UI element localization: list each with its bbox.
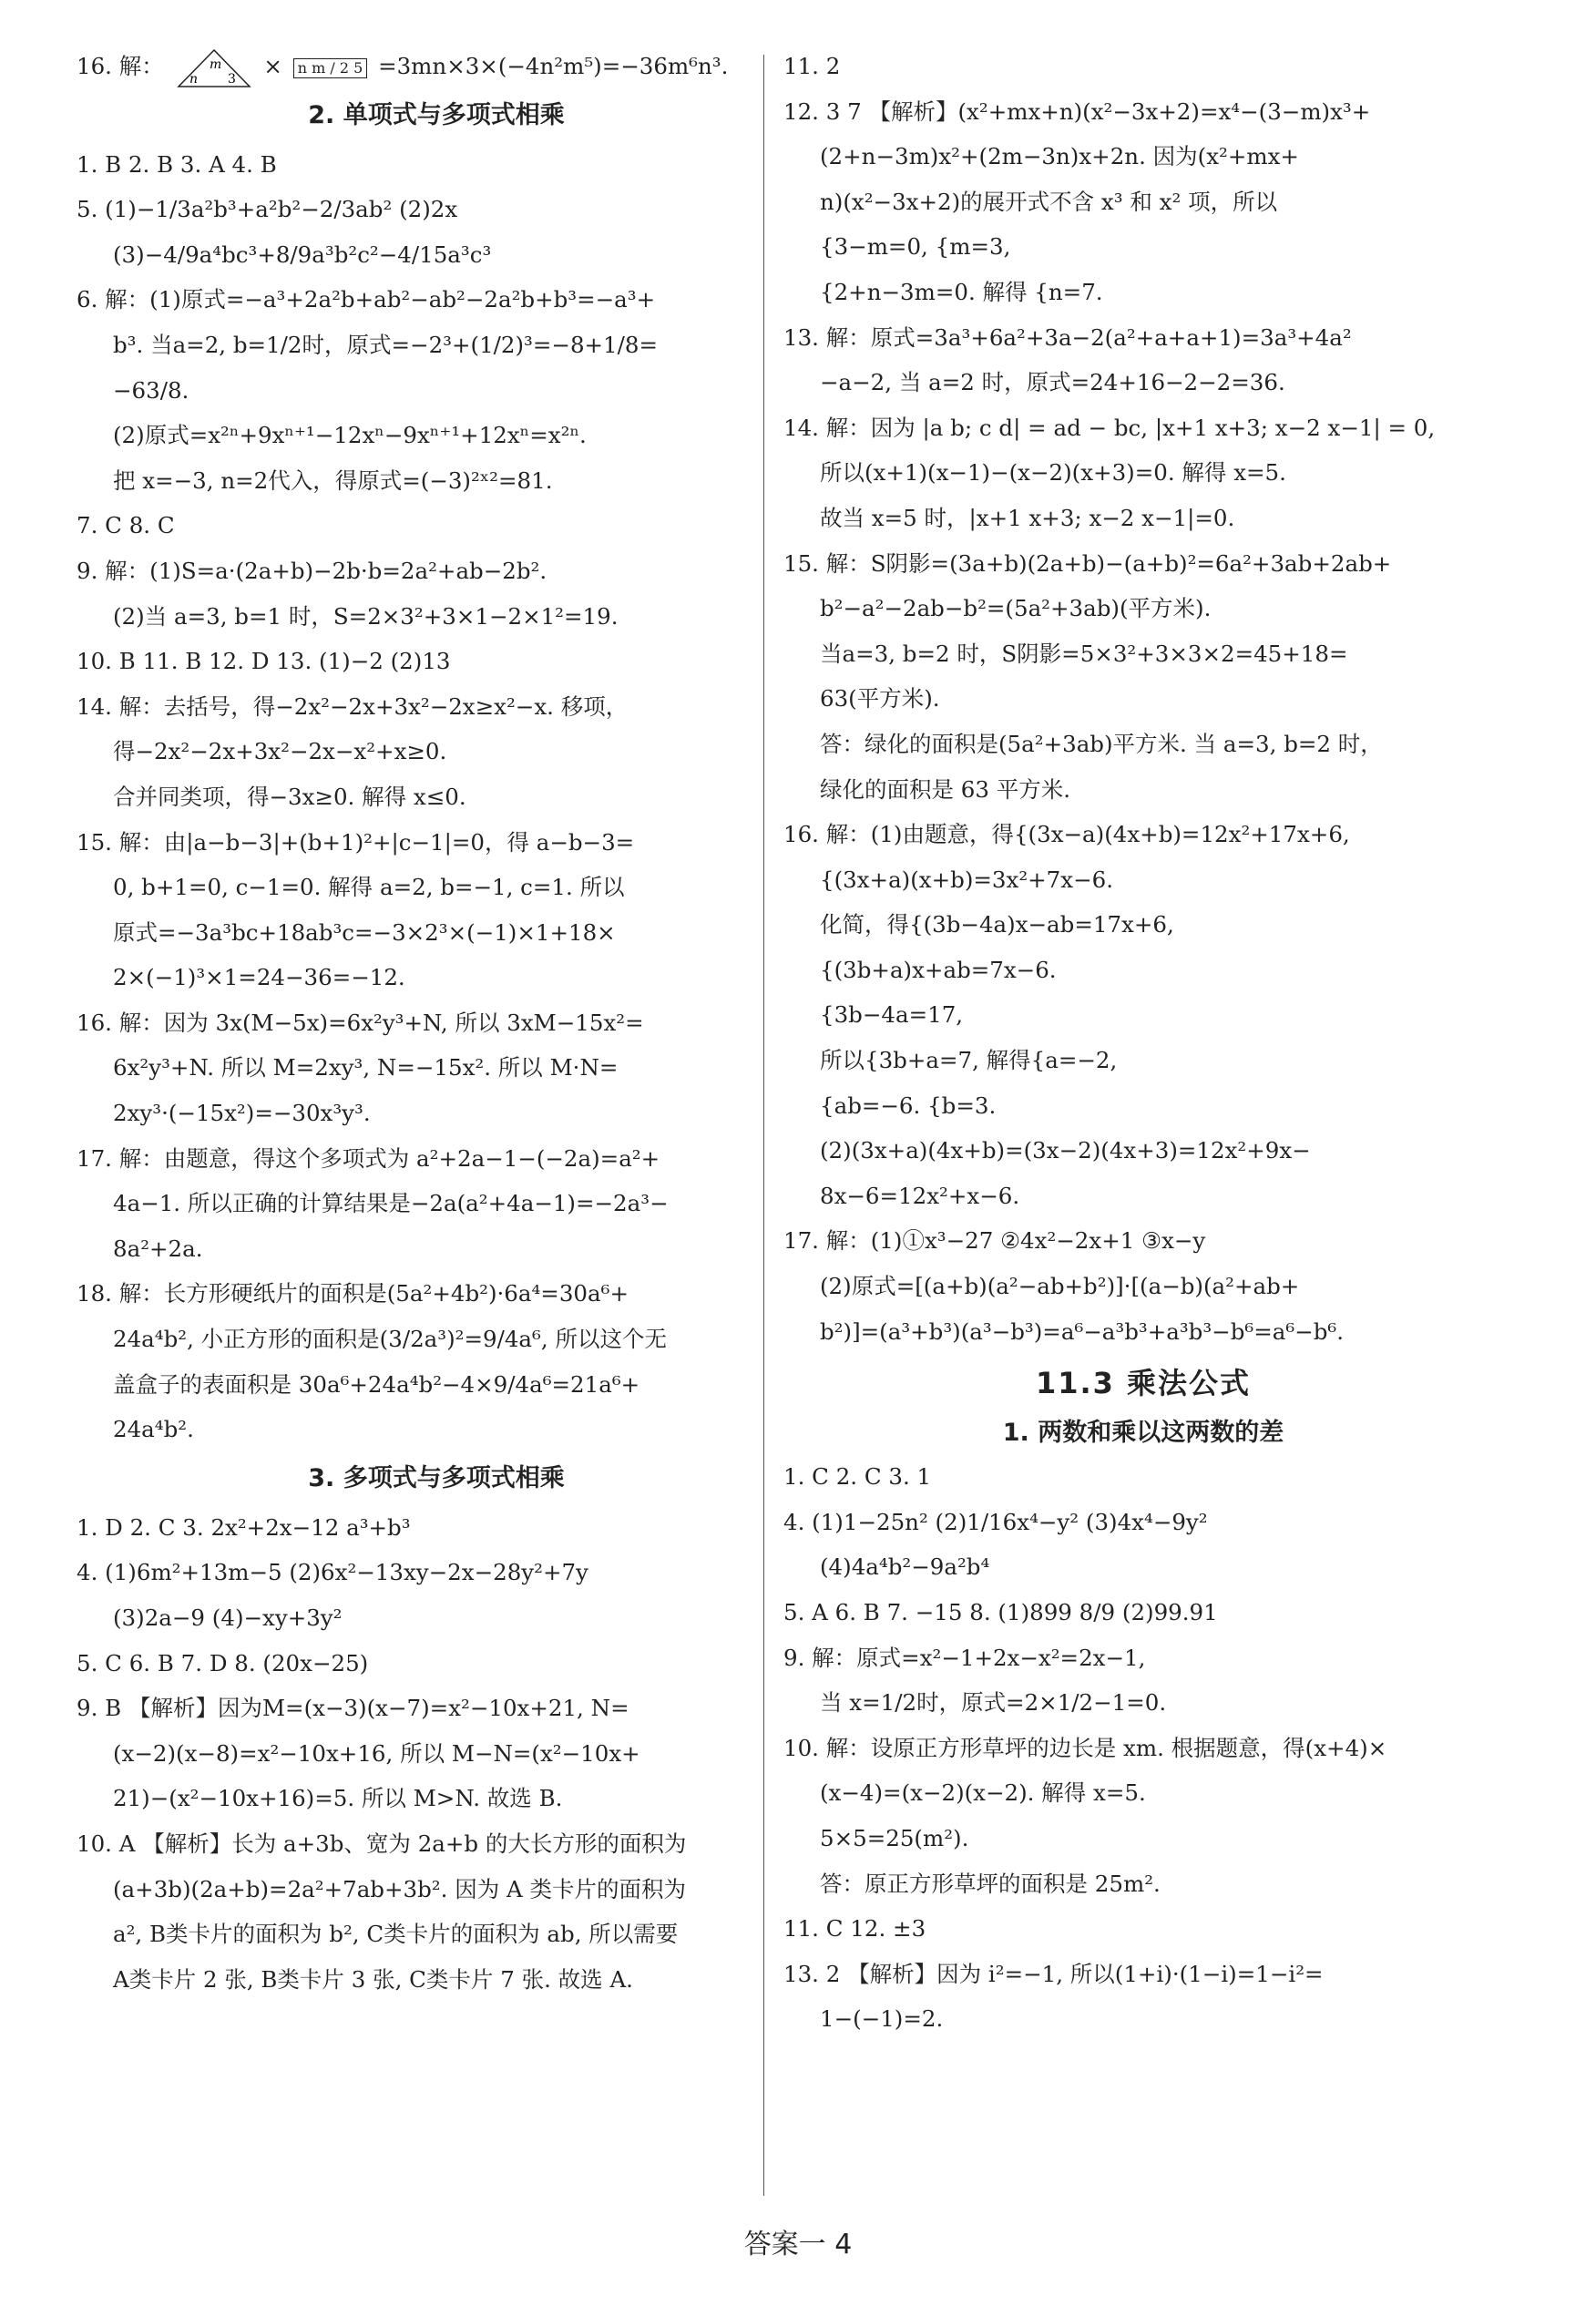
- answer-line: {3−m=0, {m=3,: [820, 233, 1011, 261]
- answer-line: 11. 2: [783, 53, 841, 79]
- answer-line: (2)(3x+a)(4x+b)=(3x−2)(4x+3)=12x²+9x−: [820, 1137, 1311, 1164]
- answer-line: (2)当 a=3, b=1 时，S=2×3²+3×1−2×1²=19.: [113, 602, 619, 630]
- answer-line: 5. A 6. B 7. −15 8. (1)899 8/9 (2)99.91: [783, 1599, 1218, 1625]
- q16-times: ×: [263, 53, 282, 79]
- answer-line: b²)]=(a³+b³)(a³−b³)=a⁶−a³b³+a³b³−b⁶=a⁶−b⁶.: [820, 1317, 1344, 1345]
- answer-line: 17. 解：由题意，得这个多项式为 a²+2a−1−(−2a)=a²+: [77, 1144, 660, 1172]
- answer-line: A类卡片 2 张, B类卡片 3 张, C类卡片 7 张. 故选 A.: [113, 1965, 633, 1993]
- answer-line: 化简，得{(3b−4a)x−ab=17x+6,: [820, 911, 1174, 938]
- q16-rest: =3mn×3×(−4n²m⁵)=−36m⁶n³.: [378, 53, 729, 79]
- answer-line: (2)原式=[(a+b)(a²−ab+b²)]·[(a−b)(a²+ab+: [820, 1273, 1300, 1300]
- answer-line: 14. 解：因为 |a b; c d| = ad − bc, |x+1 x+3; x−2 x−1| = 0,: [783, 414, 1436, 441]
- answer-line: 63(平方米).: [820, 685, 940, 713]
- answer-line: 16. 解：(1)由题意，得{(3x−a)(4x+b)=12x²+17x+6,: [783, 821, 1350, 848]
- answer-line: 9. B 【解析】因为M=(x−3)(x−7)=x²−10x+21, N=: [77, 1695, 629, 1722]
- answer-line: 4. (1)1−25n² (2)1/16x⁴−y² (3)4x⁴−9y²: [783, 1508, 1208, 1535]
- answer-16-triangle-line: [77, 44, 796, 89]
- answer-line: −a−2, 当 a=2 时，原式=24+16−2−2=36.: [820, 369, 1285, 396]
- answer-line: 答：原正方形草坪的面积是 25m².: [820, 1870, 1161, 1897]
- answer-line: 11. C 12. ±3: [783, 1915, 926, 1943]
- page-footer: 答案一 4: [743, 2229, 853, 2261]
- answer-line: −63/8.: [113, 376, 189, 404]
- answer-line: {(3x+a)(x+b)=3x²+7x−6.: [820, 866, 1113, 893]
- section-3-title: 3. 多项式与多项式相乘: [308, 1463, 565, 1492]
- answer-line: 所以(x+1)(x−1)−(x−2)(x+3)=0. 解得 x=5.: [820, 459, 1286, 487]
- answer-line: 得−2x²−2x+3x²−2x−x²+x≥0.: [113, 738, 447, 765]
- answer-line: {ab=−6. {b=3.: [820, 1092, 997, 1119]
- triangle-figure: [177, 48, 251, 88]
- answer-line: 8x−6=12x²+x−6.: [820, 1182, 1020, 1209]
- answer-line: 24a⁴b², 小正方形的面积是(3/2a³)²=9/4a⁶, 所以这个无: [113, 1326, 667, 1353]
- answer-line: 把 x=−3, n=2代入，得原式=(−3)²ˣ²=81.: [113, 466, 553, 494]
- right-answers-a: [783, 44, 1503, 1354]
- section-11-3-title: 11.3 乘法公式: [1035, 1366, 1252, 1401]
- answer-line: 10. A 【解析】长为 a+3b、宽为 2a+b 的大长方形的面积为: [77, 1830, 687, 1857]
- answer-line: 5×5=25(m²).: [820, 1824, 969, 1851]
- q16-prefix: 16. 解：: [77, 53, 164, 79]
- section-2-title: 2. 单项式与多项式相乘: [308, 100, 565, 129]
- answer-line: 盖盒子的表面积是 30a⁶+24a⁴b²−4×9/4a⁶=21a⁶+: [113, 1370, 640, 1398]
- answer-line: 所以{3b+a=7, 解得{a=−2,: [820, 1047, 1118, 1074]
- answer-line: 当a=3, b=2 时，S阴影=5×3²+3×3×2=45+18=: [820, 640, 1348, 667]
- answer-line: 1. C 2. C 3. 1: [783, 1463, 932, 1491]
- tri-left: n: [189, 71, 198, 87]
- answer-line: 9. 解：原式=x²−1+2x−x²=2x−1,: [783, 1644, 1146, 1671]
- answer-line: (4)4a⁴b²−9a²b⁴: [820, 1553, 990, 1581]
- answer-line: (x−4)=(x−2)(x−2). 解得 x=5.: [820, 1779, 1146, 1807]
- answer-line: a², B类卡片的面积为 b², C类卡片的面积为 ab, 所以需要: [113, 1921, 679, 1948]
- left-column: [77, 44, 796, 2002]
- answer-line: 合并同类项，得−3x≥0. 解得 x≤0.: [113, 783, 466, 810]
- answer-line: (a+3b)(2a+b)=2a²+7ab+3b². 因为 A 类卡片的面积为: [113, 1875, 686, 1902]
- answer-line: n)(x²−3x+2)的展开式不含 x³ 和 x² 项，所以: [820, 188, 1278, 215]
- answer-line: 16. 解：因为 3x(M−5x)=6x²y³+N, 所以 3xM−15x²=: [77, 1009, 644, 1036]
- answer-line: 7. C 8. C: [77, 512, 175, 539]
- q16-box: n m / 2 5: [293, 58, 368, 78]
- answer-line: 1−(−1)=2.: [820, 2005, 944, 2033]
- answer-line: 4a−1. 所以正确的计算结果是−2a(a²+4a−1)=−2a³−: [113, 1190, 669, 1217]
- answer-line: 24a⁴b².: [113, 1416, 194, 1443]
- answer-line: 9. 解：(1)S=a·(2a+b)−2b·b=2a²+ab−2b².: [77, 557, 547, 584]
- answer-line: 绿化的面积是 63 平方米.: [820, 775, 1071, 803]
- answer-line: 答：绿化的面积是(5a²+3ab)平方米. 当 a=3, b=2 时，: [820, 730, 1383, 757]
- answer-line: 当 x=1/2时，原式=2×1/2−1=0.: [820, 1689, 1167, 1717]
- answer-line: b³. 当a=2, b=1/2时，原式=−2³+(1/2)³=−8+1/8=: [113, 331, 659, 358]
- answer-line: 1. B 2. B 3. A 4. B: [77, 150, 277, 178]
- answer-line: (3)−4/9a⁴bc³+8/9a³b²c²−4/15a³c³: [113, 241, 492, 268]
- answer-line: 6. 解：(1)原式=−a³+2a²b+ab²−ab²−2a²b+b³=−a³+: [77, 286, 656, 313]
- left-answers-a: [77, 142, 796, 1452]
- answer-line: 17. 解：(1)①x³−27 ②4x²−2x+1 ③x−y: [783, 1227, 1206, 1255]
- tri-right: 3: [227, 71, 236, 87]
- answer-line: 14. 解：去括号，得−2x²−2x+3x²−2x≥x²−x. 移项，: [77, 692, 629, 720]
- section-11-3-subtitle: 1. 两数和乘以这两数的差: [1002, 1419, 1284, 1448]
- answer-line: 21)−(x²−10x+16)=5. 所以 M>N. 故选 B.: [113, 1785, 563, 1812]
- answer-line: 6x²y³+N. 所以 M=2xy³, N=−15x². 所以 M·N=: [113, 1054, 619, 1082]
- answer-line: 1. D 2. C 3. 2x²+2x−12 a³+b³: [77, 1513, 411, 1541]
- answer-line: {3b−4a=17,: [820, 1001, 964, 1029]
- answer-line: 10. B 11. B 12. D 13. (1)−2 (2)13: [77, 648, 451, 675]
- answer-line: 5. (1)−1/3a²b³+a²b²−2/3ab² (2)2x: [77, 196, 458, 223]
- answer-line: 0, b+1=0, c−1=0. 解得 a=2, b=−1, c=1. 所以: [113, 874, 625, 901]
- answer-line: (x−2)(x−8)=x²−10x+16, 所以 M−N=(x²−10x+: [113, 1739, 640, 1767]
- answer-line: (2+n−3m)x²+(2m−3n)x+2n. 因为(x²+mx+: [820, 143, 1299, 170]
- answer-line: 原式=−3a³bc+18ab³c=−3×2³×(−1)×1+18×: [113, 918, 616, 946]
- answer-line: 8a²+2a.: [113, 1235, 203, 1262]
- answer-line: 15. 解：由|a−b−3|+(b+1)²+|c−1|=0，得 a−b−3=: [77, 828, 635, 856]
- answer-line: 18. 解：长方形硬纸片的面积是(5a²+4b²)·6a⁴=30a⁶+: [77, 1280, 629, 1307]
- answer-line: 15. 解：S阴影=(3a+b)(2a+b)−(a+b)²=6a²+3ab+2ab+: [783, 549, 1392, 577]
- answer-line: 13. 2 【解析】因为 i²=−1, 所以(1+i)·(1−i)=1−i²=: [783, 1960, 1324, 1987]
- answer-line: b²−a²−2ab−b²=(5a²+3ab)(平方米).: [820, 595, 1212, 622]
- answer-line: {(3b+a)x+ab=7x−6.: [820, 956, 1057, 983]
- answer-line: 故当 x=5 时，|x+1 x+3; x−2 x−1|=0.: [820, 504, 1235, 531]
- answer-line: 4. (1)6m²+13m−5 (2)6x²−13xy−2x−28y²+7y: [77, 1559, 588, 1586]
- answer-line: 2xy³·(−15x²)=−30x³y³.: [113, 1100, 371, 1127]
- answer-line: (2)原式=x²ⁿ+9xⁿ⁺¹−12xⁿ−9xⁿ⁺¹+12xⁿ=x²ⁿ.: [113, 422, 587, 449]
- answer-line: 13. 解：原式=3a³+6a²+3a−2(a²+a+a+1)=3a³+4a²: [783, 323, 1352, 351]
- left-answers-b: [77, 1505, 796, 2003]
- answer-line: 10. 解：设原正方形草坪的边长是 xm. 根据题意，得(x+4)×: [783, 1734, 1387, 1761]
- answer-line: 12. 3 7 【解析】(x²+mx+n)(x²−3x+2)=x⁴−(3−m)x³+: [783, 97, 1371, 125]
- answer-line: 2×(−1)³×1=24−36=−12.: [113, 964, 405, 991]
- answer-line: 5. C 6. B 7. D 8. (20x−25): [77, 1649, 369, 1676]
- answer-line: {2+n−3m=0. 解得 {n=7.: [820, 278, 1103, 305]
- answer-line: (3)2a−9 (4)−xy+3y²: [113, 1604, 343, 1631]
- right-column: [783, 44, 1503, 2042]
- right-answers-b: [783, 1454, 1503, 2042]
- tri-top: m: [209, 56, 221, 72]
